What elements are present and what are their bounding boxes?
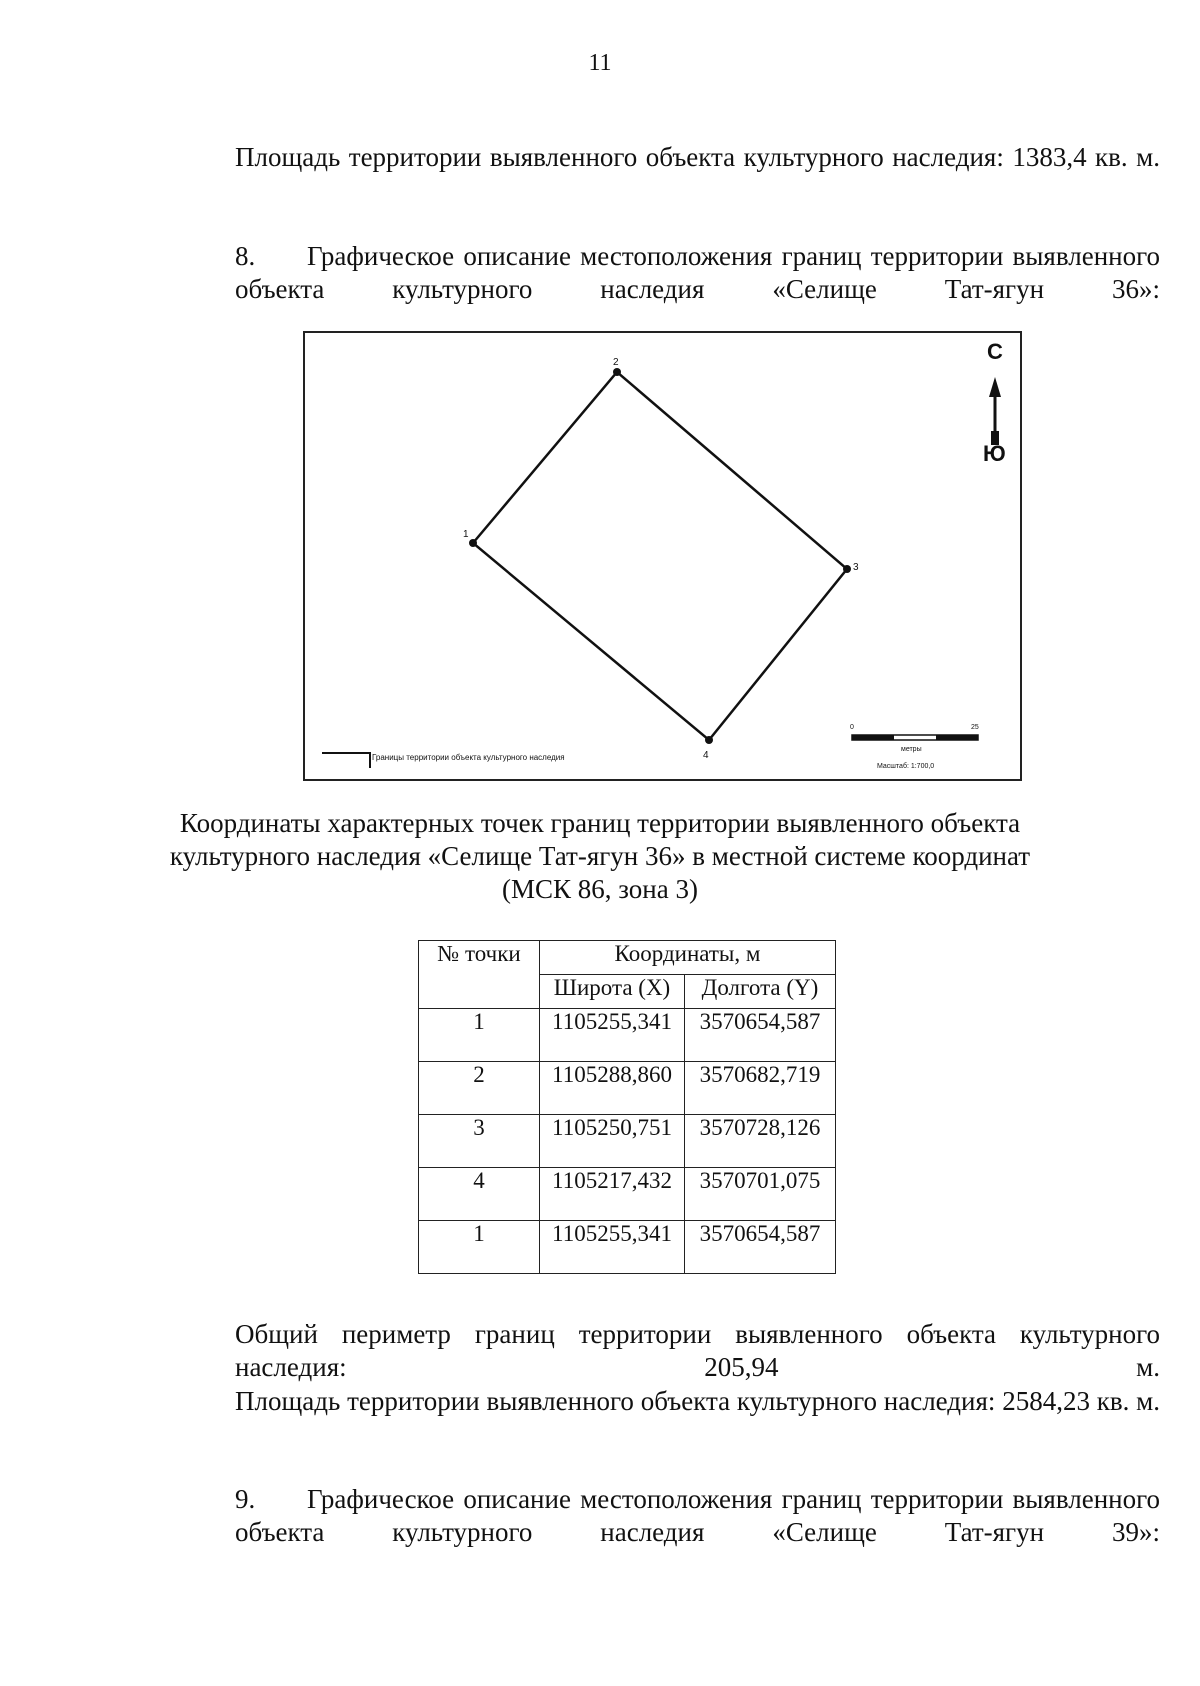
section-8-text: Графическое описание местоположения границ территории выявленного объекта культурного наследия «Селище Тат-ягун 36»: xyxy=(235,241,1160,304)
boundary-point-1 xyxy=(469,539,477,547)
row-4-x: 1105217,432 xyxy=(540,1168,685,1221)
south-label: Ю xyxy=(983,441,1006,466)
row-5-point: 1 xyxy=(419,1221,540,1274)
row-3-point: 3 xyxy=(419,1115,540,1168)
row-1-point: 1 xyxy=(419,1009,540,1062)
row-2-x: 1105288,860 xyxy=(540,1062,685,1115)
scale-units: метры xyxy=(901,746,922,753)
table-header-row xyxy=(419,941,836,975)
row-3-x: 1105250,751 xyxy=(540,1115,685,1168)
point-label-3: 3 xyxy=(853,562,859,573)
boundary-point-4 xyxy=(705,736,713,744)
area-previous-paragraph: Площадь территории выявленного объекта культурного наследия: 1383,4 кв. м. xyxy=(235,142,1160,172)
header-x: Широта (X) xyxy=(540,975,685,1009)
boundary-point-2 xyxy=(613,368,621,376)
section-9-paragraph xyxy=(163,1483,1160,1549)
scale-end: 25 xyxy=(971,724,979,731)
point-label-2: 2 xyxy=(613,357,619,368)
row-4-y: 3570701,075 xyxy=(685,1168,836,1221)
table-row xyxy=(419,1168,836,1221)
scale-bar-icon xyxy=(852,735,978,740)
scale-start: 0 xyxy=(850,724,854,731)
row-3-y: 3570728,126 xyxy=(685,1115,836,1168)
section-9-number: 9. xyxy=(235,1484,256,1514)
row-2-y: 3570682,719 xyxy=(685,1062,836,1115)
row-5-y: 3570654,587 xyxy=(685,1221,836,1274)
legend-text: Границы территории объекта культурного наследия xyxy=(372,753,565,762)
area-paragraph: Площадь территории выявленного объекта культурного наследия: 2584,23 кв. м. xyxy=(235,1386,1160,1416)
north-arrow-icon xyxy=(989,377,1001,445)
boundary-point-3 xyxy=(843,565,851,573)
row-5-x: 1105255,341 xyxy=(540,1221,685,1274)
table-row xyxy=(419,1221,836,1274)
north-label: С xyxy=(987,339,1003,364)
section-9-text: Графическое описание местоположения границ территории выявленного объекта культурного наследия «Селище Тат-ягун 39»: xyxy=(235,1484,1160,1547)
page-number: 11 xyxy=(588,50,612,76)
header-coords: Координаты, м xyxy=(540,941,836,975)
scale-ratio: Масштаб: 1:700,0 xyxy=(877,763,935,770)
table-row xyxy=(419,1115,836,1168)
row-1-x: 1105255,341 xyxy=(540,1009,685,1062)
coordinates-table xyxy=(418,940,836,1274)
row-1-y: 3570654,587 xyxy=(685,1009,836,1062)
legend-line-icon xyxy=(322,752,371,768)
section-8-paragraph xyxy=(163,240,1160,306)
row-4-point: 4 xyxy=(419,1168,540,1221)
coordinates-caption: Координаты характерных точек границ территории выявленного объекта культурного наследия «Селище Тат-ягун 36» в местной системе координат (МСК 86, зона 3) xyxy=(169,808,1031,904)
section-8-number: 8. xyxy=(235,241,256,271)
point-label-1: 1 xyxy=(463,529,469,540)
boundary-map xyxy=(303,331,1022,781)
header-point: № точки xyxy=(419,941,540,1009)
row-2-point: 2 xyxy=(419,1062,540,1115)
boundary-polygon xyxy=(473,372,847,740)
perimeter-paragraph: Общий периметр границ территории выявленного объекта культурного наследия: 205,94 м. xyxy=(235,1319,1160,1382)
table-row xyxy=(419,1009,836,1062)
point-label-4: 4 xyxy=(703,750,709,761)
boundary-map-drawing xyxy=(305,333,1024,783)
table-row xyxy=(419,1062,836,1115)
header-y: Долгота (Y) xyxy=(685,975,836,1009)
